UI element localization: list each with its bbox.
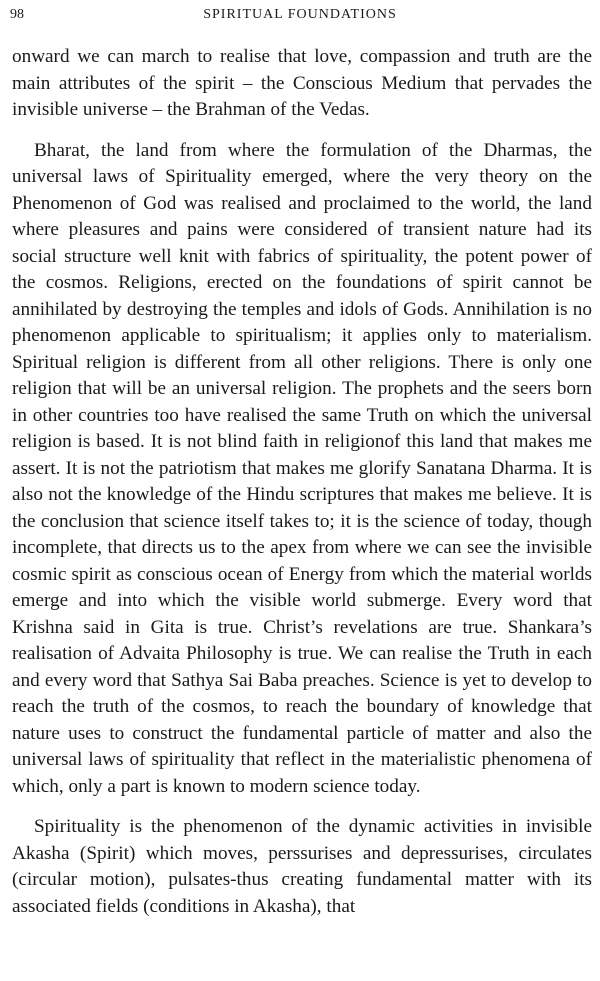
- paragraph-continuation: onward we can march to realise that love, compassion and truth are the main attributes of the spirit – the Conscious Medium that pervades the invisible universe – the Brahman of the Vedas.: [12, 46, 592, 120]
- page-header: [10, 6, 590, 24]
- paragraph-spirituality: Spirituality is the phenomenon of the dynamic activities in invisible Akasha (Spirit) which moves, perssurises and depressurises, circulates (circular motion), pulsates-thus creating fundamental matter with its associated fields (conditions in Akasha), that: [12, 816, 592, 917]
- paragraph-bharat: Bharat, the land from where the formulation of the Dharmas, the universal laws of Spirituality emerged, where the very theory on the Phenomenon of God was realised and proclaimed to the world, the land where pleasures and pains were considered of transient nature had its social structure well knit with fabrics of spirituality, the potent power of the cosmos. Religions, erected on the foundations of spirit cannot be annihilated by destroying the temples and idols of Gods. Annihilation is no phenomenon applicable to spiritualism; it applies only to materialism. Spiritual religion is different from all other religions. There is only one religion that will be an universal religion. The prophets and the seers born in other countries too have realised the same Truth on which the universal religion is based. It is not blind faith in religionof this land that makes me assert. It is not the patriotism that makes me glorify Sanatana Dharma. It is also not the knowledge of the Hindu scriptures that makes me believe. It is the conclusion that science itself takes to; it is the science of today, though incomplete, that directs us to the apex from where we can see the invisible cosmic spirit as conscious ocean of Energy from which the material worlds emerge and into which the visible world submerge. Every word that Krishna said in Gita is true. Christ’s revelations are true. Shankara’s realisation of Advaita Philosophy is true. We can realise the Truth in each and every word that Sathya Sai Baba preaches. Science is yet to develop to reach the truth of the cosmos, to reach the boundary of knowledge that nature uses to construct the fundamental particle of matter and also the universal laws of spirituality that reflect in the materialistic phenomena of which, only a part is known to modern science today.: [12, 139, 592, 797]
- page-body: [12, 44, 592, 920]
- running-title: SPIRITUAL FOUNDATIONS: [203, 7, 397, 22]
- page-number: 98: [10, 7, 24, 22]
